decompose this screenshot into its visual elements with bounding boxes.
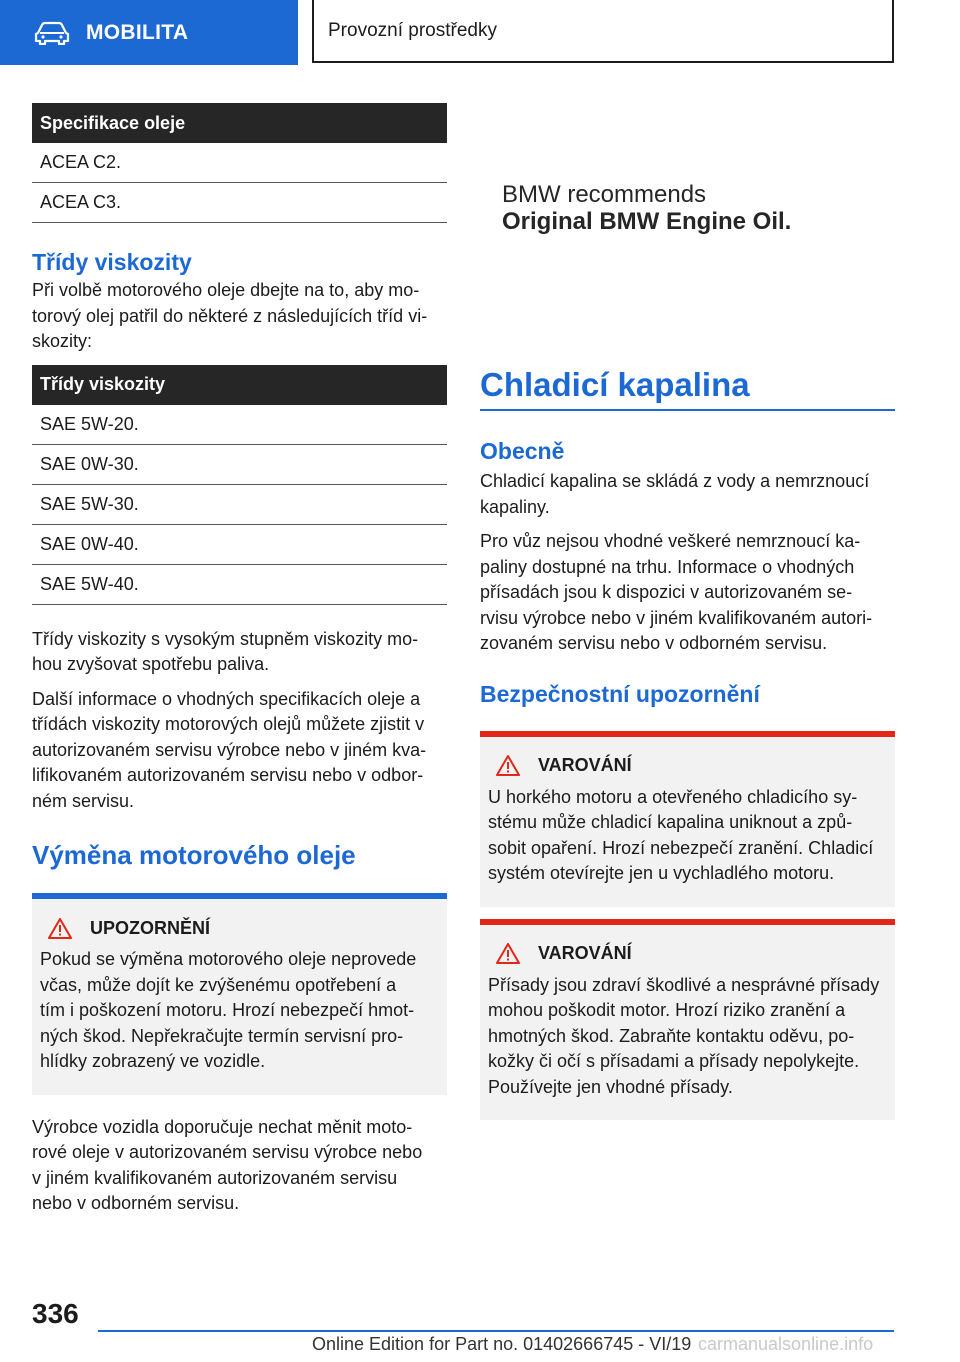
bmw-oil-image bbox=[480, 103, 895, 353]
table-header: Specifikace oleje bbox=[32, 103, 447, 143]
bmw-engine-oil-text: Original BMW Engine Oil. bbox=[502, 208, 792, 235]
warning-text: Přísady jsou zdraví škodlivé a nesprávné přísady mohou poškodit motor. Hrozí riziko zranění a hmotných škod. Zabraňte kontaktu oděvu, po- kožky či očí s přísadami a přísady nepolykejte. Používejte jen vhodné přísady. bbox=[488, 974, 880, 1097]
oil-spec-table bbox=[32, 103, 447, 223]
footer-divider bbox=[98, 1330, 894, 1332]
warning-text: U horkého motoru a otevřeného chladicího sy- stému může chladicí kapalina uniknout a způ- sobit opaření. Hrozí nebezpečí zranění. Chladicí systém otevírejte jen u vychladlého motoru. bbox=[488, 786, 874, 883]
heading-divider bbox=[480, 409, 895, 411]
notice-box bbox=[32, 893, 447, 1095]
warning-triangle-icon bbox=[48, 918, 72, 939]
viscosity-more-info: Další informace o vhodných specifikacích oleje a třídách viskozity motorových olejů můžete zjistit v autorizovaném servisu výrobce nebo v jiném kva- lifikovaném autorizovaném servisu nebo v odbor- ném servisu. bbox=[32, 688, 427, 811]
coolant-heading: Chladicí kapalina bbox=[480, 366, 750, 403]
section-title: MOBILITA bbox=[86, 20, 189, 44]
general-paragraph-2: Pro vůz nejsou vhodné veškeré nemrznoucí ka- paliny dostupné na trhu. Informace o vhodných přísadách jsou k dispozici v autorizovaném se- rvisu výrobce nebo v jiném kvalifikovaném autori- zovaném servisu nebo v odborném servisu. bbox=[480, 531, 873, 653]
chapter-title: Provozní prostředky bbox=[328, 19, 497, 41]
table-row: SAE 5W-30. bbox=[32, 485, 447, 525]
general-heading: Obecně bbox=[480, 438, 565, 464]
viscosity-note: Třídy viskozity s vysokým stupněm viskozity mo- hou zvyšovat spotřebu paliva. bbox=[32, 628, 419, 674]
safety-heading: Bezpečnostní upozornění bbox=[480, 680, 760, 707]
section-tab bbox=[0, 0, 298, 65]
general-paragraph-1: Chladicí kapalina se skládá z vody a nemrznoucí kapaliny. bbox=[480, 471, 870, 517]
bmw-recommends-text: BMW recommends bbox=[502, 181, 707, 208]
viscosity-heading: Třídy viskozity bbox=[32, 249, 192, 275]
table-row: SAE 0W-30. bbox=[32, 445, 447, 485]
edition-text: Online Edition for Part no. 01402666745 - VI/19 bbox=[312, 1334, 692, 1354]
chapter-header bbox=[312, 0, 894, 63]
right-column bbox=[480, 366, 895, 1120]
watermark: carmanualsonline.info bbox=[698, 1334, 874, 1354]
warning-box bbox=[480, 731, 895, 907]
table-header: Třídy viskozity bbox=[32, 365, 447, 405]
left-column bbox=[32, 103, 447, 1217]
notice-text: Pokud se výměna motorového oleje neprovede včas, může dojít ke zvýšenému opotřebení a tím i poškození motoru. Hrozí nebezpečí hmot- ných škod. Nepřekračujte termín servisní pro- hlídky zobrazený ve vozidle. bbox=[40, 949, 417, 1071]
oil-change-text: Výrobce vozidla doporučuje nechat měnit moto- rové oleje v autorizovaném servisu výrobce nebo v jiném kvalifikovaném autorizovaném servisu nebo v odborném servisu. bbox=[32, 1116, 423, 1213]
warning-title: VAROVÁNÍ bbox=[538, 755, 632, 775]
viscosity-intro: Při volbě motorového oleje dbejte na to, aby mo- torový olej patřil do některé z následujících tříd vi- skozity: bbox=[32, 280, 428, 351]
table-row: SAE 5W-40. bbox=[32, 565, 447, 605]
warning-triangle-icon bbox=[496, 755, 520, 776]
table-row: ACEA C3. bbox=[32, 183, 447, 223]
table-row: SAE 5W-20. bbox=[32, 405, 447, 445]
warning-box bbox=[480, 919, 895, 1121]
page-number: 336 bbox=[32, 1298, 79, 1329]
car-icon bbox=[34, 21, 70, 45]
notice-title: UPOZORNĚNÍ bbox=[90, 917, 211, 938]
table-row: SAE 0W-40. bbox=[32, 525, 447, 565]
oil-change-heading: Výměna motorového oleje bbox=[32, 840, 356, 870]
table-row: ACEA C2. bbox=[32, 143, 447, 183]
warning-triangle-icon bbox=[496, 943, 520, 964]
warning-title: VAROVÁNÍ bbox=[538, 943, 632, 963]
viscosity-table bbox=[32, 365, 447, 605]
